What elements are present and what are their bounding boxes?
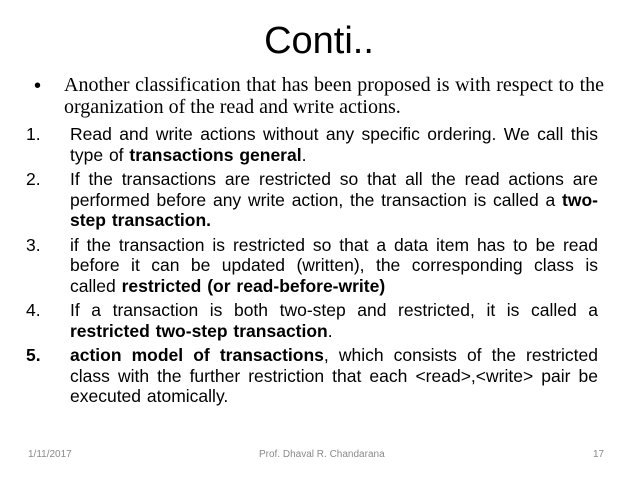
item-text xyxy=(70,169,598,231)
list-item-5 xyxy=(26,345,606,407)
slide-title: Conti.. xyxy=(264,20,374,62)
list-item-1 xyxy=(26,124,606,165)
item-plain-text: , which consists of the restricted class with the further restriction that each <read>,<write> pair be executed atomically. xyxy=(70,345,598,406)
item-number: 2. xyxy=(26,169,41,189)
item-text xyxy=(70,345,598,407)
list-item-2 xyxy=(26,169,606,231)
footer-page-number: 17 xyxy=(593,449,605,460)
item-number: 3. xyxy=(26,234,41,255)
list-item-4 xyxy=(26,300,606,341)
footer-author: Prof. Dhaval R. Chandarana xyxy=(259,449,385,460)
item-plain-text: if the transaction is restricted so that a data item has to be read before it can be updated (written), the corresponding class is called xyxy=(70,234,598,296)
list-item-3 xyxy=(26,235,606,297)
item-plain-text: Read and write actions without any specific ordering. We call this type of xyxy=(70,124,598,165)
item-number: 5. xyxy=(26,345,41,365)
item-number: 1. xyxy=(26,124,41,144)
item-bold-text: action model of transactions xyxy=(70,345,324,365)
item-plain-text: . xyxy=(301,144,307,165)
item-number: 4. xyxy=(26,300,41,320)
bullet-marker: • xyxy=(34,75,42,97)
item-bold-text: two-step transaction. xyxy=(70,189,598,230)
item-plain-text: . xyxy=(327,320,333,341)
item-bold-text: restricted two-step transaction xyxy=(70,320,328,341)
item-bold-text: transactions general xyxy=(129,144,302,165)
item-bold-text: restricted (or read-before-write) xyxy=(121,275,386,296)
intro-text: Another classification that has been proposed is with respect to the organization of the read and write actions. xyxy=(64,74,604,118)
item-plain-text: If a transaction is both two-step and restricted, it is called a xyxy=(70,300,598,320)
footer-date: 1/11/2017 xyxy=(28,449,72,460)
item-text xyxy=(70,300,598,341)
item-text xyxy=(70,124,598,165)
numbered-list xyxy=(26,124,606,411)
item-text xyxy=(70,235,598,297)
item-plain-text: If the transactions are restricted so that all the read actions are performed before any write action, the transaction is called a xyxy=(70,169,598,210)
